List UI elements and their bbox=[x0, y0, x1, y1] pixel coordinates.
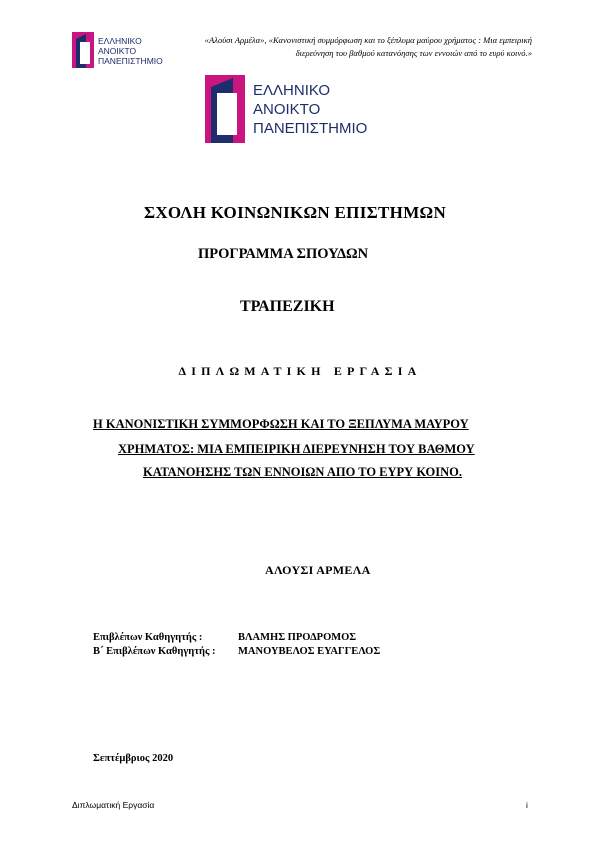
thesis-title-line1: Η ΚΑΝΟΝΙΣΤΙΚΗ ΣΥΜΜΟΡΦΩΣΗ ΚΑΙ ΤΟ ΞΕΠΛΥΜΑ ΜΑΥΡΟΥ bbox=[93, 417, 469, 431]
footer-label: Διπλωματική Εργασία bbox=[72, 800, 155, 810]
small-logo-line1: ΕΛΛΗΝΙΚΟ bbox=[98, 36, 142, 46]
big-logo-line2: ΑΝΟΙΚΤΟ bbox=[253, 101, 321, 118]
small-logo-line2: ΑΝΟΙΚΤΟ bbox=[98, 46, 137, 56]
small-university-logo bbox=[72, 30, 168, 70]
big-logo-line3: ΠΑΝΕΠΙΣΤΗΜΙΟ bbox=[253, 120, 368, 137]
page-number: i bbox=[526, 800, 528, 810]
thesis-title-line3: ΚΑΤΑΝΟΗΣΗΣ ΤΩΝ ΕΝΝΟΙΩΝ ΑΠΟ ΤΟ ΕΥΡΥ ΚΟΙΝΟ. bbox=[143, 465, 462, 479]
small-logo-line3: ΠΑΝΕΠΙΣΤΗΜΙΟ bbox=[98, 56, 163, 66]
second-supervisor-row bbox=[93, 646, 380, 657]
supervisor-name: ΒΛΑΜΗΣ ΠΡΟΔΡΟΜΟΣ bbox=[238, 632, 357, 643]
school-name-text: ΣΧΟΛΗ ΚΟΙΝΩΝΙΚΩΝ ΕΠΙΣΤΗΜΩΝ bbox=[143, 203, 447, 222]
header-quote: «Αλούσι Αρμέλα», «Κανονιστική συμμόρφωση και το ξέπλυμα μαύρου χρήματος : Μια εμπειρική διερεύνηση του βαθμού κατανόησης των εννοιών από το ευρύ κοινό.» bbox=[204, 35, 532, 58]
department-name: ΤΡΑΠΕΖΙΚΗ bbox=[240, 298, 335, 315]
supervisor-label: Επιβλέπων Καθηγητής : bbox=[93, 632, 203, 643]
big-university-logo bbox=[205, 75, 405, 143]
supervisor-row bbox=[93, 632, 356, 643]
second-supervisor-label: Β΄ Επιβλέπων Καθηγητής : bbox=[93, 646, 216, 657]
school-name bbox=[0, 203, 600, 223]
author-name: ΑΛΟΥΣΙ ΑΡΜΕΛΑ bbox=[265, 563, 371, 577]
thesis-title-line2: ΧΡΗΜΑΤΟΣ: ΜΙΑ ΕΜΠΕΙΡΙΚΗ ΔΙΕΡΕΥΝΗΣΗ ΤΟΥ ΒΑΘΜΟΥ bbox=[118, 442, 475, 456]
big-logo-line1: ΕΛΛΗΝΙΚΟ bbox=[253, 82, 331, 99]
submission-date: Σεπτέμβριος 2020 bbox=[93, 753, 174, 764]
thesis-type: ΔΙΠΛΩΜΑΤΙΚΗ ΕΡΓΑΣΙΑ bbox=[178, 364, 422, 378]
second-supervisor-name: ΜΑΝΟΥΒΕΛΟΣ ΕΥΑΓΓΕΛΟΣ bbox=[238, 646, 381, 657]
program-name: ΠΡΟΓΡΑΜΜΑ ΣΠΟΥΔΩΝ bbox=[198, 246, 369, 262]
